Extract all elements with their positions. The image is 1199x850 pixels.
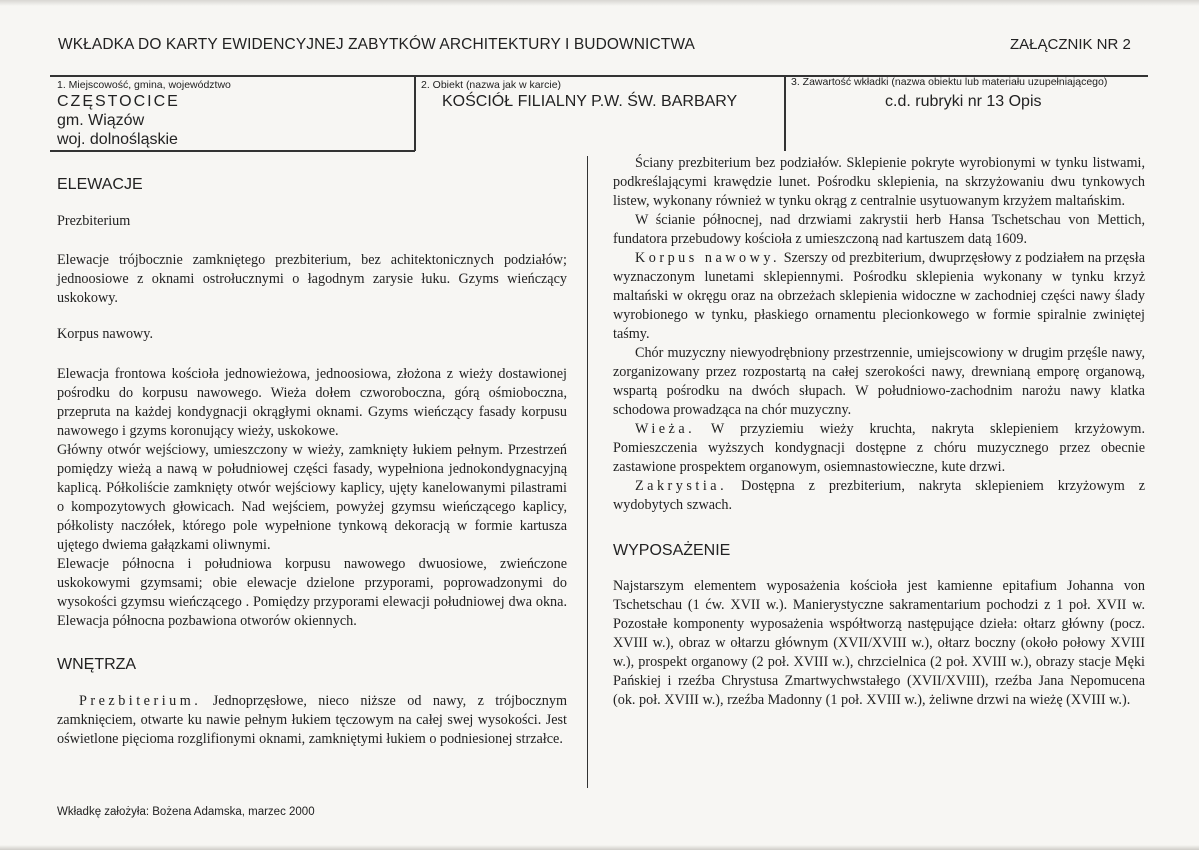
entrance-text: Główny otwór wejściowy, umieszczony w wieży, zamknięty łukiem pełnym. Przestrzeń pomiędzy wieżą a nawą w południowej części fasady, wypełniona jednokondygnacyjną kaplicą. Półkoliście zamknięty otwór wejściowy kaplicy, ujęty kanelowanymi pilastrami o kompozytowych głowicach. Nad wejściem, powyżej gzymsu wieńczącego kaplicy, półkolisty naczółek, którego pole wypełnione tynkową dekoracją w formie kartusza ujętego dwiema gałązkami oliwnymi. bbox=[57, 442, 567, 553]
scan-edge-bottom bbox=[0, 845, 1199, 850]
interior-lead: Prezbiterium. bbox=[79, 693, 202, 709]
header-bottom-rule bbox=[50, 150, 415, 152]
header-divider-1 bbox=[414, 75, 416, 151]
furnishing-paragraph: Najstarszym elementem wyposażenia kościoła jest kamienne epitafium Johanna von Tschetschau (1 ćw. XVII w.). Manierystyczne sakramentarium pochodzi z 1 poł. XVII w. Pozostałe komponenty wyposażenia współtworzą następujące dzieła: ołtarz główny (pocz. XVIII w.), obraz w ołtarzu głównym (XVII/XVIII w.), ołtarz boczny (około połowy XVIII w.), prospekt organowy (2 poł. XVIII w.), chrzcielnica (2 poł. XVIII w.), obrazy stacje Męki Pańskiej i rzeźba Chrystusa Zmartwychwstałego (XVII/XVIII), rzeźba Jana Nepomucena (ok. poł. XVIII w.), rzeźba Madonny (1 poł. XVIII w.), żeliwne drzwi na wieżę (XVIII w.). bbox=[613, 578, 1145, 708]
location-label: 1. Miejscowość, gmina, województwo bbox=[57, 79, 231, 91]
choir-text: Chór muzyczny niewyodrębniony przestrzennie, umiejscowiony w drugim przęśle nawy, zorganizowany przez rozpostartą na całej szerokości nawy, drewnianą emporę organową, wspartą pośrodku na dwóch słupach. W południowo-zachodnim narożu nawy klatka schodowa prowadząca na chór muzyczny. bbox=[613, 345, 1145, 418]
presbytery-paragraph: Elewacje trójbocznie zamkniętego prezbiterium, bez achitektonicznych podziałów; jednoosiowe z oknami ostrołucznymi o łagodnym zarysie łuku. Gzyms wieńczący uskokowy. bbox=[57, 252, 567, 306]
contents-value: c.d. rubryki nr 13 Opis bbox=[885, 93, 1042, 110]
nave-interior-lead: Korpus nawowy. bbox=[635, 250, 781, 266]
presbytery-subheading: Prezbiterium bbox=[57, 213, 131, 229]
object-label: 2. Obiekt (nazwa jak w karcie) bbox=[421, 79, 562, 91]
tower-text: W przyziemiu wieży kruchta, nakryta sklepieniem krzyżowym. Pomieszczenia wyższych kondygnacji dostępne z chóru muzycznego przez obecnie zastawione prospektem organowym, osiemnastowieczne, kute drzwi. bbox=[613, 421, 1145, 475]
presbytery-walls-text: Ściany prezbiterium bez podziałów. Sklepienie pokryte wyrobionymi w tynku listwami, podkreślającymi krawędzie lunet. Pośrodku sklepienia, na skrzyżowaniu dwu tynkowych listew, wykonany również w tynku okrąg z centralnie usytuowanym krzyżem maltańskim. bbox=[613, 155, 1145, 209]
elevations-heading: ELEWACJE bbox=[57, 176, 143, 193]
sacristy-paragraph bbox=[613, 477, 1145, 515]
front-elevation-text: Elewacja frontowa kościoła jednowieżowa, jednoosiowa, złożona z wieży dostawionej pośrodku do korpusu nawowego. Wieża dołem czworoboczna, górą ośmioboczna, przepruta na każdej kondygnacji okrągłymi oknami. Gzyms wieńczący fasady korpusu nawowego i gzyms koronujący wieży, uskokowe. bbox=[57, 366, 567, 439]
tower-paragraph bbox=[613, 420, 1145, 477]
object-name: KOŚCIÓŁ FILIALNY P.W. ŚW. BARBARY bbox=[442, 93, 738, 110]
side-elevations-text: Elewacje północna i południowa korpusu nawowego dwuosiowe, zwieńczone uskokowymi gzymsami; obie elewacje dzielone przyporami, poprowadzonymi do wysokości gzymsu wieńczącego . Pomiędzy przyporami elewacji południowej dwa okna. Elewacja północna pozbawiona otworów okiennych. bbox=[57, 556, 567, 629]
author-credit: Wkładkę założyła: Bożena Adamska, marzec 2000 bbox=[57, 806, 315, 818]
tower-lead: Wieża. bbox=[635, 421, 696, 437]
document-title: WKŁADKA DO KARTY EWIDENCYJNEJ ZABYTKÓW ARCHITEKTURY I BUDOWNICTWA bbox=[58, 36, 695, 53]
nave-paragraph bbox=[57, 365, 567, 631]
scan-edge-top bbox=[0, 0, 1199, 6]
nave-interior-paragraph bbox=[613, 249, 1145, 344]
interior-text: Jednoprzęsłowe, nieco niższe od nawy, z trójbocznym zamknięciem, otwarte ku nawie pełnym łukiem tęczowym na całej swej wysokości. Jest oświetlone pięcioma rozglifionymi oknami, zamkniętymi łukiem o podniesionej strzałce. bbox=[57, 693, 567, 747]
sacristy-lead: Zakrystia. bbox=[635, 478, 728, 494]
contents-label: 3. Zawartość wkładki (nazwa obiektu lub materiału uzupełniającego) bbox=[791, 76, 1108, 88]
interior-heading: WNĘTRZA bbox=[57, 656, 137, 673]
nave-interior-text: Szerszy od prezbiterium, dwuprzęsłowy z podziałem na przęsła wyznaczonym lunetami sklepiennymi. Pośrodku sklepienia wykonany w tynku krzyż maltański w okręgu oraz na obrzeżach sklepienia widoczne w zachodniej części nawy ślady wyrobionego w tynku, płaskiego ornamentu plecionkowego w formie spiralnie zwiniętej taśmy. bbox=[613, 250, 1145, 342]
nave-subheading: Korpus nawowy. bbox=[57, 326, 154, 342]
header-divider-2 bbox=[784, 75, 786, 151]
furnishing-heading: WYPOSAŻENIE bbox=[613, 542, 731, 559]
annex-number: ZAŁĄCZNIK NR 2 bbox=[1010, 36, 1131, 53]
commune-name: gm. Wiązów bbox=[57, 112, 145, 129]
voivodeship-name: woj. dolnośląskie bbox=[57, 131, 178, 148]
coat-of-arms-text: W ścianie północnej, nad drzwiami zakrystii herb Hansa Tschetschau von Mettich, fundatora przebudowy kościoła z umieszczoną nad kartuszem datą 1609. bbox=[613, 212, 1145, 247]
town-name: CZĘSTOCICE bbox=[57, 93, 180, 110]
column-divider bbox=[587, 156, 588, 788]
sacristy-text: Dostępna z prezbiterium, nakryta sklepieniem krzyżowym z wydobytych szwach. bbox=[613, 478, 1145, 513]
interior-paragraph bbox=[57, 692, 567, 749]
right-column-text bbox=[613, 154, 1145, 515]
